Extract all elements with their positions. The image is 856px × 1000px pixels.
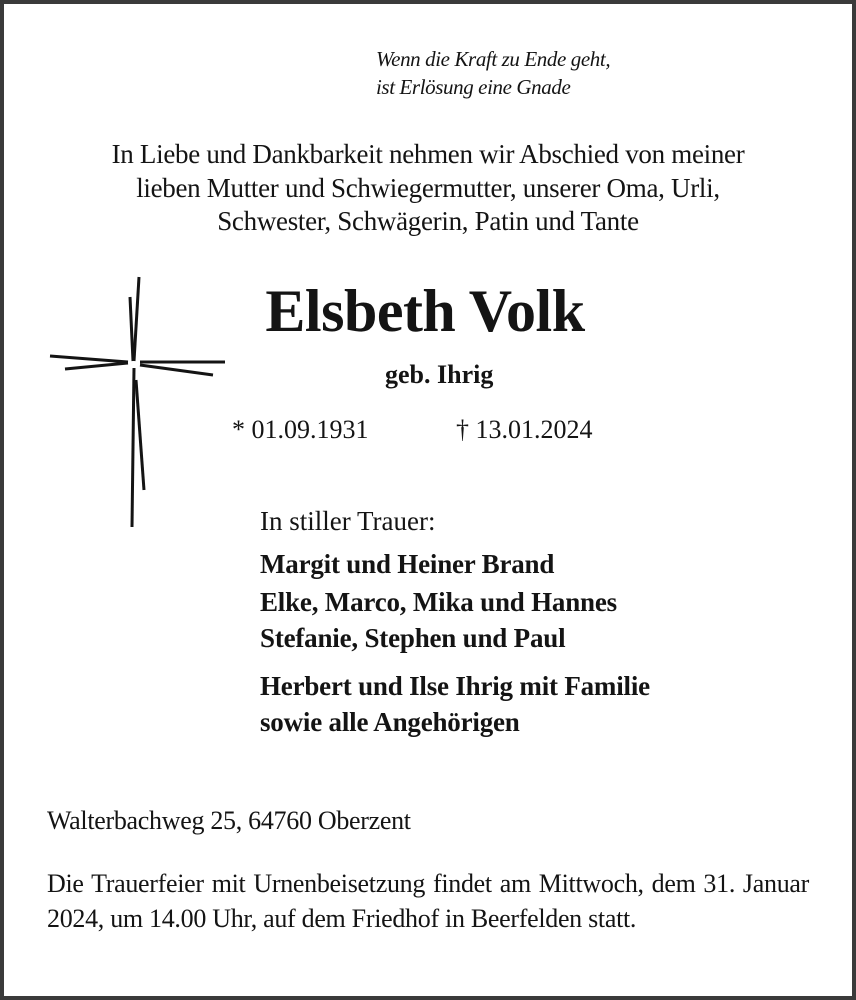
intro-line-3: Schwester, Schwägerin, Patin und Tante: [217, 206, 639, 236]
quote-line-1: Wenn die Kraft zu Ende geht,: [376, 47, 611, 71]
address: Walterbachweg 25, 64760 Oberzent: [47, 806, 411, 835]
funeral-notice: Die Trauerfeier mit Urnenbeisetzung findet am Mittwoch, dem 31. Januar 2024, um 14.00 Uhr, auf dem Friedhof in Beerfelden statt.: [47, 869, 809, 933]
mourner-line: Stefanie, Stephen und Paul: [260, 623, 566, 653]
maiden-name: geb. Ihrig: [385, 360, 494, 389]
intro-line-2: lieben Mutter und Schwiegermutter, unserer Oma, Urli,: [136, 173, 720, 203]
intro-line-1: In Liebe und Dankbarkeit nehmen wir Abschied von meiner: [111, 139, 745, 169]
cross-icon: [0, 0, 240, 540]
quote-line-2: ist Erlösung eine Gnade: [376, 75, 571, 99]
deceased-name: Elsbeth Volk: [265, 278, 585, 344]
mourner-line: sowie alle Angehörigen: [260, 707, 520, 737]
mourners-heading: In stiller Trauer:: [260, 506, 436, 536]
mourner-line: Margit und Heiner Brand: [260, 549, 555, 579]
mourner-line: Elke, Marco, Mika und Hannes: [260, 587, 617, 617]
death-date: † 13.01.2024: [456, 415, 593, 444]
birth-date: * 01.09.1931: [232, 415, 369, 444]
mourner-line: Herbert und Ilse Ihrig mit Familie: [260, 671, 650, 701]
